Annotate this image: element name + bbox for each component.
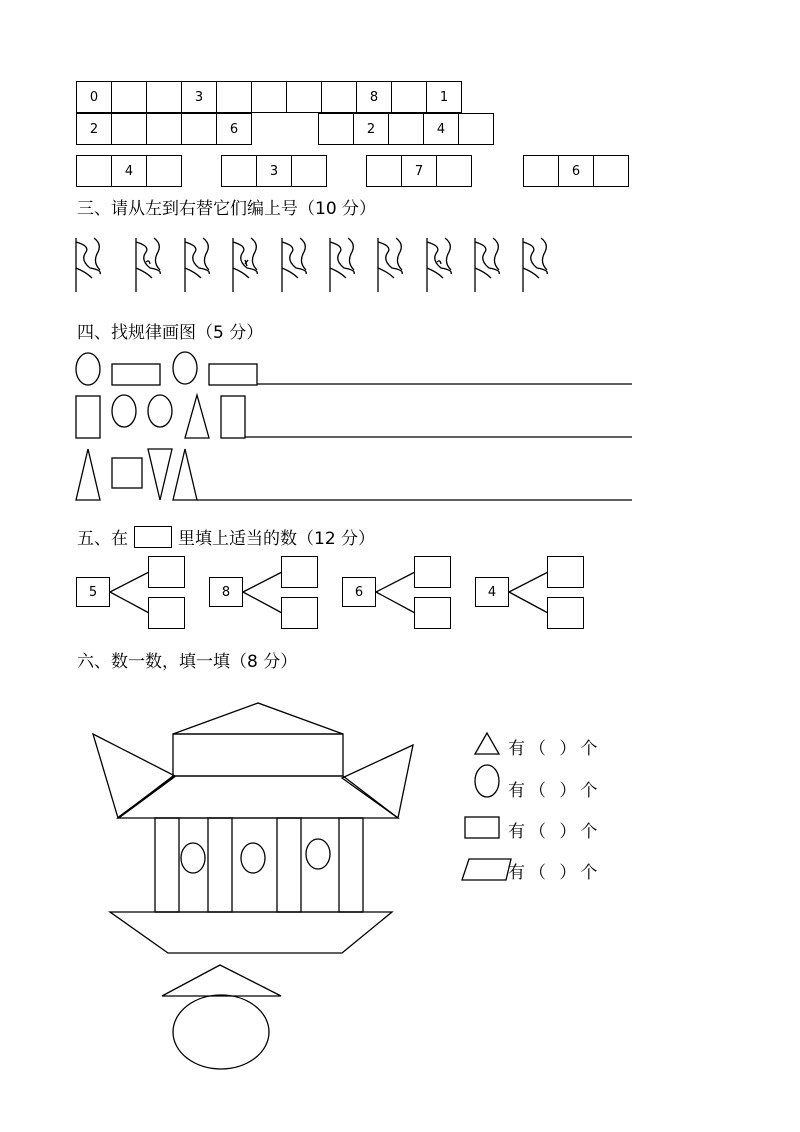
section5-title-before: 五、在 (77, 529, 128, 549)
ellipse-icon (475, 765, 499, 797)
number-cell[interactable]: 3 (256, 155, 292, 187)
number-cell[interactable]: 4 (111, 155, 147, 187)
legend-trapezoid-count: 有（ ）个 (508, 863, 602, 883)
number-cell[interactable]: 0 (76, 81, 112, 113)
decomposition-root: 6 (342, 577, 376, 607)
section4-title: 四、找规律画图（5 分） (77, 323, 264, 343)
decomposition-root: 8 (209, 577, 243, 607)
number-cell[interactable]: 2 (76, 113, 112, 145)
number-cell[interactable]: 1 (426, 81, 462, 113)
triangle-icon (475, 733, 499, 754)
legend-ellipse-count: 有（ ）个 (508, 781, 602, 801)
triangle-shape (173, 703, 343, 734)
decomposition-root: 4 (475, 577, 509, 607)
section3-title: 三、请从左到右替它们编上号（10 分） (77, 199, 377, 219)
section5-title-after: 里填上适当的数（12 分） (178, 529, 376, 549)
decomposition-root: 5 (76, 577, 110, 607)
number-cell[interactable]: 6 (216, 113, 252, 145)
rectangle-shape (173, 734, 343, 776)
number-cell[interactable]: 4 (423, 113, 459, 145)
trapezoid-shape (110, 912, 392, 953)
rectangle-shape (208, 818, 232, 912)
triangle-shape (162, 965, 281, 996)
ellipse-shape (181, 843, 205, 873)
number-cell[interactable]: 3 (181, 81, 217, 113)
trapezoid-icon (462, 859, 511, 880)
trapezoid-shape (118, 776, 398, 818)
number-cell[interactable]: 2 (353, 113, 389, 145)
number-cell[interactable]: 7 (401, 155, 437, 187)
triangle-shape (342, 745, 413, 818)
ellipse-shape (306, 839, 330, 869)
legend-rectangle-count: 有（ ）个 (508, 822, 602, 842)
ellipse-shape (241, 843, 265, 873)
rectangle-shape (155, 818, 179, 912)
section6-title: 六、数一数，填一填（8 分） (77, 652, 298, 672)
number-cell[interactable]: 8 (356, 81, 392, 113)
rectangle-shape (277, 818, 301, 912)
number-cell[interactable]: 6 (558, 155, 594, 187)
rectangle-icon (465, 817, 499, 838)
legend-triangle-count: 有（ ）个 (508, 739, 602, 759)
rectangle-shape (339, 818, 363, 912)
ellipse-shape (173, 995, 269, 1069)
